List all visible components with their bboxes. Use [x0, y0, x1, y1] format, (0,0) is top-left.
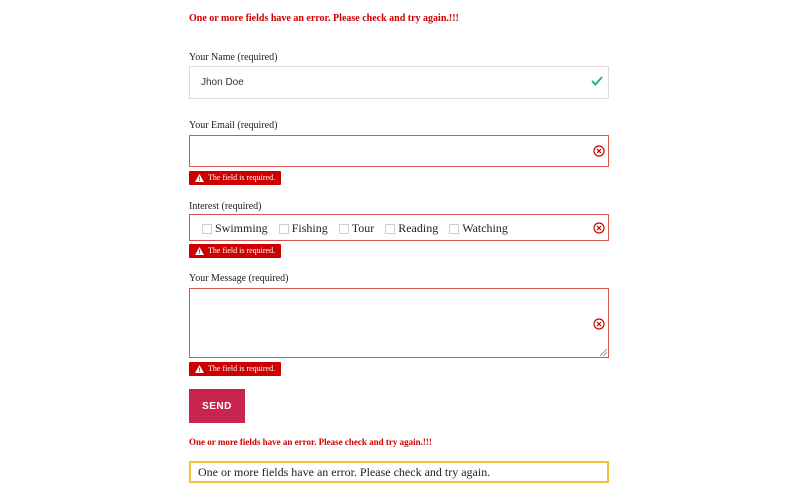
x-circle-icon [593, 145, 605, 157]
interest-error-text: The field is required. [208, 246, 276, 255]
interest-option-tour[interactable] [339, 221, 375, 236]
option-label: Tour [351, 221, 375, 235]
email-error-tip [189, 171, 281, 185]
warning-icon [195, 174, 204, 182]
x-circle-icon [593, 318, 605, 330]
name-label: Your Name (required) [189, 52, 278, 63]
option-label: Reading [398, 221, 439, 235]
interest-option-watching[interactable] [449, 221, 508, 236]
email-error-text: The field is required. [208, 173, 276, 182]
option-label: Watching [462, 221, 508, 235]
message-error-text: The field is required. [208, 364, 276, 373]
interest-option-fishing[interactable] [279, 221, 328, 236]
x-circle-icon [593, 222, 605, 234]
option-label: Swimming [215, 221, 268, 235]
interest-option-reading[interactable] [385, 221, 438, 236]
warning-icon [195, 247, 204, 255]
interest-option-swimming[interactable] [202, 221, 268, 236]
check-icon [590, 74, 604, 88]
send-button[interactable]: SEND [189, 389, 245, 423]
interest-field [189, 214, 609, 241]
email-label: Your Email (required) [189, 120, 278, 131]
interest-checkbox-group [202, 221, 519, 236]
name-value: Jhon Doe [201, 77, 244, 88]
warning-icon [195, 365, 204, 373]
form-error-message-bottom: One or more fields have an error. Please check and try again.!!! [189, 437, 432, 447]
interest-label: Interest (required) [189, 201, 262, 212]
interest-error-tip [189, 244, 281, 258]
checkbox[interactable] [385, 224, 395, 234]
checkbox[interactable] [202, 224, 212, 234]
message-label: Your Message (required) [189, 273, 289, 284]
form-error-message-top: One or more fields have an error. Please check and try again.!!! [189, 13, 459, 24]
checkbox[interactable] [449, 224, 459, 234]
resize-handle-icon[interactable] [599, 348, 607, 356]
message-textarea[interactable] [189, 288, 609, 358]
checkbox[interactable] [339, 224, 349, 234]
message-error-tip [189, 362, 281, 376]
checkbox[interactable] [279, 224, 289, 234]
email-field[interactable] [189, 135, 609, 167]
response-output: One or more fields have an error. Please check and try again. [189, 461, 609, 483]
name-field[interactable] [189, 66, 609, 99]
option-label: Fishing [291, 221, 328, 235]
